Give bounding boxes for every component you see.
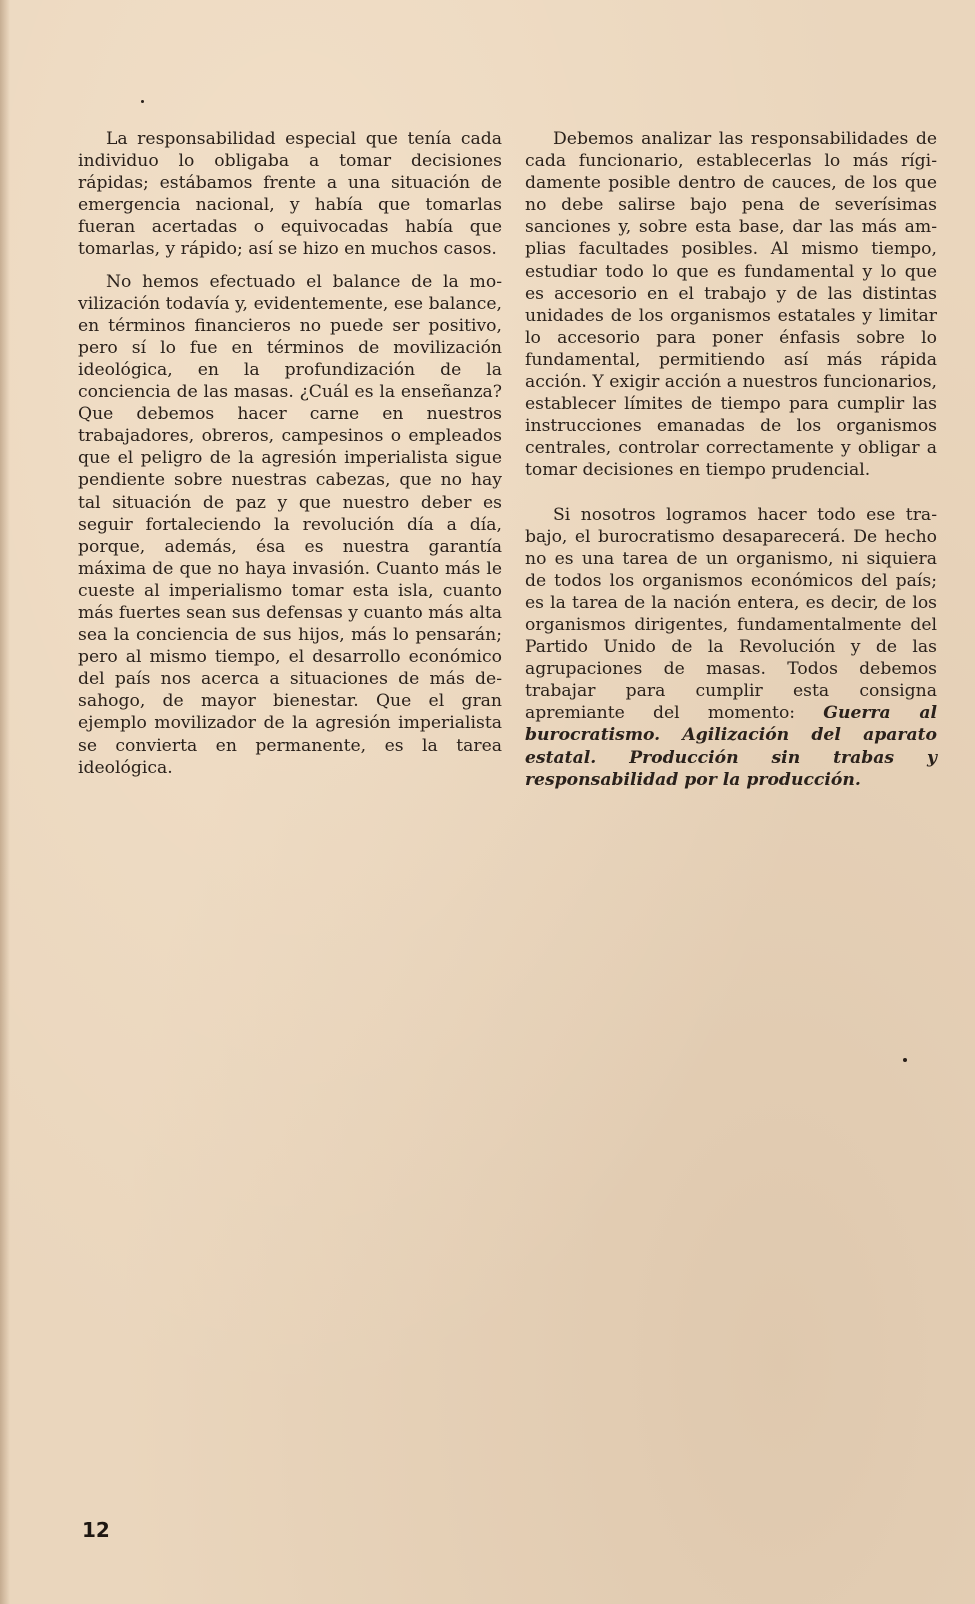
slogan-emphasis: Guerra al burocratismo. Agilización del aparato estatal. Producción sin trabas y responsabilidad por la producción.: [525, 703, 937, 790]
page-edge: [0, 0, 10, 1604]
page-number: 12: [82, 1518, 110, 1542]
right-column: [525, 128, 937, 801]
paragraph-text: Si nosotros logramos hacer todo ese trabajo, el burocratismo desaparecerá. De hecho no es una tarea de un organismo, ni siquiera de todos los organismos económicos del país; es la tarea de la nación entera, es decir, de los organismos dirigentes, fundamentalmente del Partido Unido de la Revolución y de las agrupaciones de masas. Todos debemos trabajar para cumplir esta consigna apremiante del momento:: [525, 504, 937, 724]
paragraph: La responsabilidad especial que tenía cada individuo lo obligaba a tomar decisiones rápidas; estábamos frente a una situación de emergencia nacional, y había que tomarlas fueran acertadas o equivocadas había que tomarlas, y rápido; así se hizo en muchos casos.: [78, 129, 502, 260]
paragraph: No hemos efectuado el balance de la movilización todavía y, evidentemente, ese balance, en términos financieros no puede ser positivo, pero sí lo fue en términos de movilización ideológica, en la profundización de la conciencia de las masas. ¿Cuál es la enseñanza? Que debemos hacer carne en nuestros trabajadores, obreros, campesinos o empleados que el peligro de la agresión imperialista sigue pendiente sobre nuestras cabezas, que no hay tal situación de paz y que nuestro deber es seguir fortaleciendo la revolución día a día, porque, además, ésa es nuestra garantía máxima de que no haya invasión. Cuanto más le cueste al imperialismo tomar esta isla, cuanto más fuertes sean sus defensas y cuanto más alta sea la conciencia de sus hijos, más lo pensarán; pero al mismo tiempo, el desarrollo económico del país nos acerca a situaciones de más desahogo, de mayor bienestar. Que el gran ejemplo movilizador de la agresión imperialista se convierta en permanente, es la tarea ideológica.: [78, 271, 502, 778]
paragraph: Debemos analizar las responsabilidades de cada funcionario, establecerlas lo más rígidamente posible dentro de cauces, de los que no debe salirse bajo pena de severísimas sanciones y, sobre esta base, dar las más amplias facultades posibles. Al mismo tiempo, estudiar todo lo que es fundamental y lo que es accesorio en el trabajo y de las distintas unidades de los organismos estatales y limitar lo accesorio para poner énfasis sobre lo fundamental, permitiendo así más rápida acción. Y exigir acción a nuestros funcionarios, establecer límites de tiempo para cumplir las instrucciones emanadas de los organismos centrales, controlar correctamente y obligar a tomar decisiones en tiempo prudencial.: [525, 129, 937, 481]
ink-speck: [141, 100, 144, 103]
ink-speck: [903, 1058, 907, 1062]
left-column: [78, 128, 502, 789]
paragraph: [525, 504, 937, 791]
